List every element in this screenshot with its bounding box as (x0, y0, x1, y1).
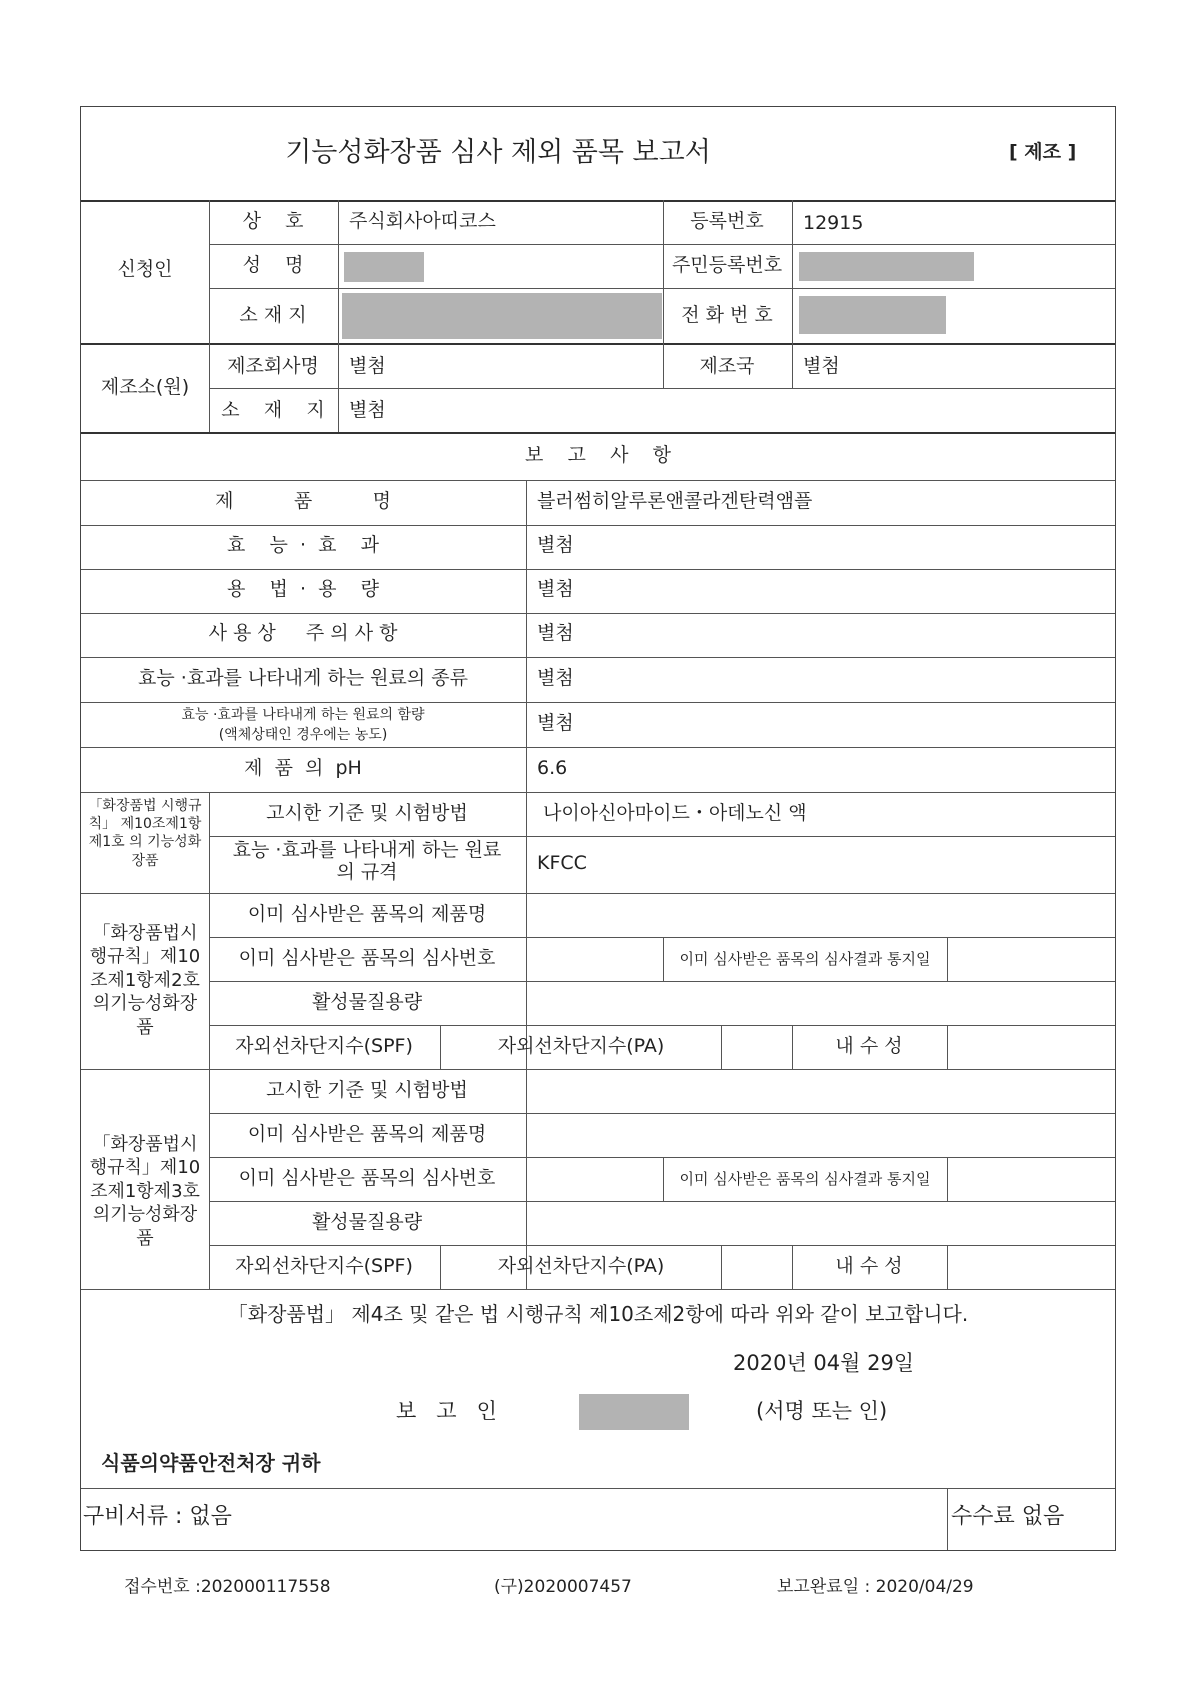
manufacturer-company-label: 제조회사명 (227, 355, 319, 377)
ingredient-amount-value: 별첨 (537, 712, 574, 734)
rule (209, 1245, 1115, 1246)
rule (81, 1289, 1115, 1290)
rule (81, 747, 1115, 748)
section2-label: 「화장품법시행규칙」제10조제1항제2호의기능성화장품 (89, 923, 201, 1038)
reg-no-label: 등록번호 (690, 210, 764, 232)
rule (663, 343, 664, 388)
addressee: 식품의약품안전처장 귀하 (101, 1451, 321, 1475)
rule (721, 1245, 722, 1289)
rule (440, 1025, 441, 1069)
applicant-section-label: 신청인 (117, 258, 173, 280)
attachments: 구비서류 : 없음 (83, 1504, 232, 1529)
manufacturer-address-value: 별첨 (349, 399, 386, 421)
rule (209, 1157, 1115, 1158)
rule (81, 569, 1115, 570)
rule (81, 343, 1115, 345)
section3-water-label: 내 수 성 (835, 1255, 903, 1277)
rule (526, 480, 527, 792)
ingredient-amount-label-1: 효능 ·효과를 나타내게 하는 원료의 함량 (181, 707, 425, 723)
declaration-text: 「화장품법」 제4조 및 같은 법 시행규칙 제10조제2항에 따라 위와 같이 보고합니다. (227, 1302, 969, 1326)
rule (81, 200, 1115, 202)
ingredient-type-value: 별첨 (537, 667, 574, 689)
product-name-value: 블러썸히알루론앤콜라겐탄력앰플 (537, 490, 813, 512)
rule (663, 1157, 664, 1201)
redacted-phone (799, 296, 946, 334)
report-header: 보 고 사 항 (525, 444, 671, 466)
section2-prev-no-label: 이미 심사받은 품목의 심사번호 (238, 947, 496, 969)
usage-label: 용 법 · 용 량 (227, 578, 379, 600)
company-value: 주식회사아띠코스 (349, 210, 496, 232)
rule (947, 1157, 948, 1201)
ingredient-type-label: 효능 ·효과를 나타내게 하는 원료의 종류 (138, 667, 468, 689)
report-date: 2020년 04월 29일 (733, 1351, 915, 1375)
rule (81, 1488, 1115, 1489)
manufacturer-section-label: 제조소(원) (100, 376, 190, 398)
rule (81, 613, 1115, 614)
section3-active-label: 활성물질용량 (311, 1211, 423, 1233)
rule (81, 702, 1115, 703)
section1-spec-label: 효능 ·효과를 나타내게 하는 원료의 규격 (232, 839, 502, 883)
rule (338, 200, 339, 432)
rule (792, 1245, 793, 1289)
section1-label: 「화장품법 시행규칙」 제10조제1항제1호 의 기능성화장품 (88, 798, 202, 869)
section2-prev-date-label: 이미 심사받은 품목의 심사결과 통지일 (679, 950, 931, 968)
efficacy-label: 효 능 · 효 과 (227, 534, 379, 556)
rule (81, 893, 1115, 894)
old-number: (구)2020007457 (494, 1577, 632, 1597)
manufacturer-country-label: 제조국 (699, 355, 755, 377)
rule (209, 1113, 1115, 1114)
rule (663, 200, 664, 343)
reporter-label: 보 고 인 (396, 1399, 497, 1423)
rule (209, 288, 1115, 289)
product-name-label: 제 품 명 (215, 490, 391, 512)
manufacturer-address-label: 소 재 지 (221, 399, 325, 421)
precautions-label: 사 용 상 주 의 사 항 (208, 622, 398, 644)
rule (947, 1245, 948, 1289)
rule (209, 1025, 1115, 1026)
ph-label: 제 품 의 pH (244, 757, 362, 779)
rule (792, 1025, 793, 1069)
section2-water-label: 내 수 성 (835, 1035, 903, 1057)
ph-value: 6.6 (537, 757, 568, 779)
section3-standard-label: 고시한 기준 및 시험방법 (266, 1079, 468, 1101)
rule (81, 792, 1115, 793)
rule (947, 937, 948, 981)
section2-spf-label: 자외선차단지수(SPF) (235, 1035, 413, 1057)
section3-prev-no-label: 이미 심사받은 품목의 심사번호 (238, 1167, 496, 1189)
rule (440, 1245, 441, 1289)
rule (792, 200, 793, 343)
section3-label: 「화장품법시행규칙」제10조제1항제3호의기능성화장품 (89, 1134, 201, 1249)
redacted-name (344, 252, 424, 282)
rule (209, 1201, 1115, 1202)
reg-no-value: 12915 (803, 212, 864, 234)
completion-date: 보고완료일 : 2020/04/29 (777, 1577, 974, 1597)
name-label: 성 명 (242, 254, 304, 276)
company-label: 상 호 (242, 210, 304, 232)
rule (792, 343, 793, 388)
section2-active-label: 활성물질용량 (311, 991, 423, 1013)
type-badge: [ 제조 ] (1009, 141, 1077, 163)
rule (947, 1025, 948, 1069)
rule (81, 432, 1115, 434)
rule (209, 200, 210, 432)
redacted-rrn (799, 252, 974, 281)
section2-pa-label: 자외선차단지수(PA) (497, 1035, 665, 1057)
rule (209, 244, 1115, 245)
section3-prev-name-label: 이미 심사받은 품목의 제품명 (247, 1123, 487, 1145)
rule (209, 792, 210, 1289)
redacted-address (342, 293, 662, 339)
rule (81, 480, 1115, 481)
rule (209, 388, 1115, 389)
precautions-value: 별첨 (537, 622, 574, 644)
address-label: 소 재 지 (239, 304, 307, 326)
form-title: 기능성화장품 심사 제외 품목 보고서 (285, 137, 711, 168)
section3-pa-label: 자외선차단지수(PA) (497, 1255, 665, 1277)
rule (81, 525, 1115, 526)
rrn-label: 주민등록번호 (671, 254, 783, 276)
manufacturer-company-value: 별첨 (349, 355, 386, 377)
section3-spf-label: 자외선차단지수(SPF) (235, 1255, 413, 1277)
receipt-number: 접수번호 :202000117558 (124, 1577, 331, 1597)
section1-standard-value: 나이아신아마이드・아데노신 액 (543, 802, 807, 824)
rule (81, 657, 1115, 658)
ingredient-amount-label-2: (액체상태인 경우에는 농도) (218, 727, 388, 743)
section1-standard-label: 고시한 기준 및 시험방법 (266, 802, 468, 824)
sign-note: (서명 또는 인) (756, 1399, 888, 1423)
section2-prev-name-label: 이미 심사받은 품목의 제품명 (247, 903, 487, 925)
efficacy-value: 별첨 (537, 534, 574, 556)
rule (209, 836, 1115, 837)
usage-value: 별첨 (537, 578, 574, 600)
phone-label: 전 화 번 호 (681, 304, 773, 326)
rule (663, 937, 664, 981)
rule (721, 1025, 722, 1069)
rule (947, 1488, 948, 1550)
manufacturer-country-value: 별첨 (803, 355, 840, 377)
rule (209, 937, 1115, 938)
rule (209, 981, 1115, 982)
rule (81, 1069, 1115, 1070)
redacted-reporter-signature (579, 1394, 689, 1430)
fee: 수수료 없음 (951, 1504, 1065, 1529)
report-form (80, 106, 1116, 1551)
section1-spec-value: KFCC (537, 852, 587, 874)
section3-prev-date-label: 이미 심사받은 품목의 심사결과 통지일 (679, 1170, 931, 1188)
